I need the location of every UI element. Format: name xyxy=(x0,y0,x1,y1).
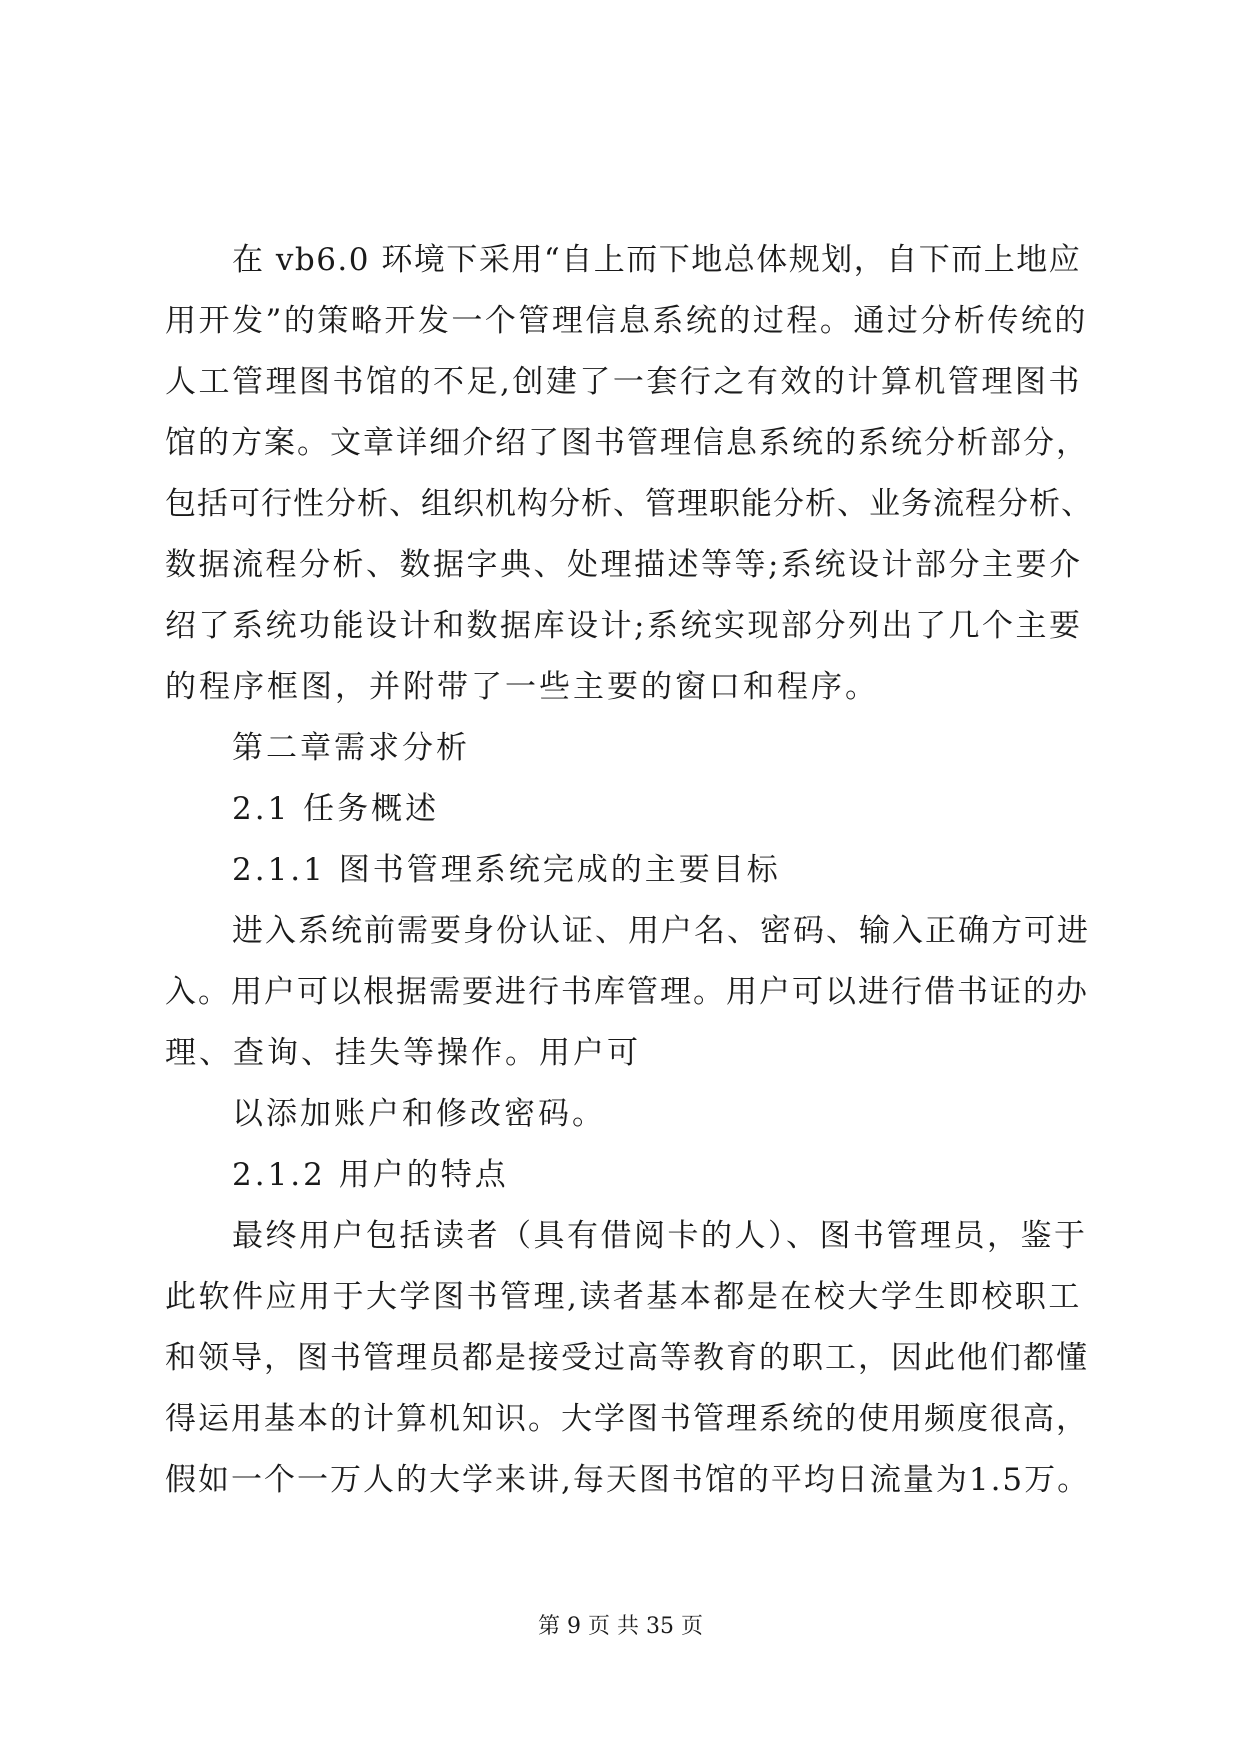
page-number: 第 9 页 共 35 页 xyxy=(538,1614,703,1639)
section-heading: 2.1 任务概述 xyxy=(232,791,440,827)
text-line: 数据流程分析、数据字典、处理描述等等;系统设计部分主要介 xyxy=(165,547,1083,583)
text-line: 入。用户可以根据需要进行书库管理。用户可以进行借书证的办 xyxy=(165,974,1089,1010)
text-line: 最终用户包括读者（具有借阅卡的人）、图书管理员，鉴于 xyxy=(232,1218,1088,1254)
text-line: 在 vb6.0 环境下采用“自上而下地总体规划，自下而上地应 xyxy=(232,242,1082,278)
text-line: 得运用基本的计算机知识。大学图书管理系统的使用频度很高， xyxy=(165,1401,1089,1437)
text-line: 此软件应用于大学图书管理,读者基本都是在校大学生即校职工 xyxy=(165,1279,1082,1315)
text-line: 以添加账户和修改密码。 xyxy=(232,1096,606,1132)
chapter-heading: 第二章需求分析 xyxy=(232,730,470,766)
subsection-heading: 2.1.1 图书管理系统完成的主要目标 xyxy=(232,852,781,888)
text-line: 人工管理图书馆的不足,创建了一套行之有效的计算机管理图书 xyxy=(165,364,1082,400)
document-body xyxy=(165,230,1095,1511)
text-line: 绍了系统功能设计和数据库设计;系统实现部分列出了几个主要 xyxy=(165,608,1083,644)
text-line: 用开发”的策略开发一个管理信息系统的过程。通过分析传统的 xyxy=(165,303,1088,339)
subsection-heading: 2.1.2 用户的特点 xyxy=(232,1157,509,1193)
text-line: 包括可行性分析、组织机构分析、管理职能分析、业务流程分析、 xyxy=(165,486,1093,522)
text-line: 假如一个一万人的大学来讲,每天图书馆的平均日流量为1.5万。 xyxy=(165,1462,1091,1498)
text-line: 的程序框图，并附带了一些主要的窗口和程序。 xyxy=(165,669,879,705)
text-line: 和领导，图书管理员都是接受过高等教育的职工，因此他们都懂 xyxy=(165,1340,1089,1376)
text-line: 理、查询、挂失等操作。用户可 xyxy=(165,1035,641,1071)
page-footer xyxy=(0,1612,1241,1642)
text-line: 馆的方案。文章详细介绍了图书管理信息系统的系统分析部分， xyxy=(165,425,1089,461)
text-line: 进入系统前需要身份认证、用户名、密码、输入正确方可进 xyxy=(232,913,1090,949)
